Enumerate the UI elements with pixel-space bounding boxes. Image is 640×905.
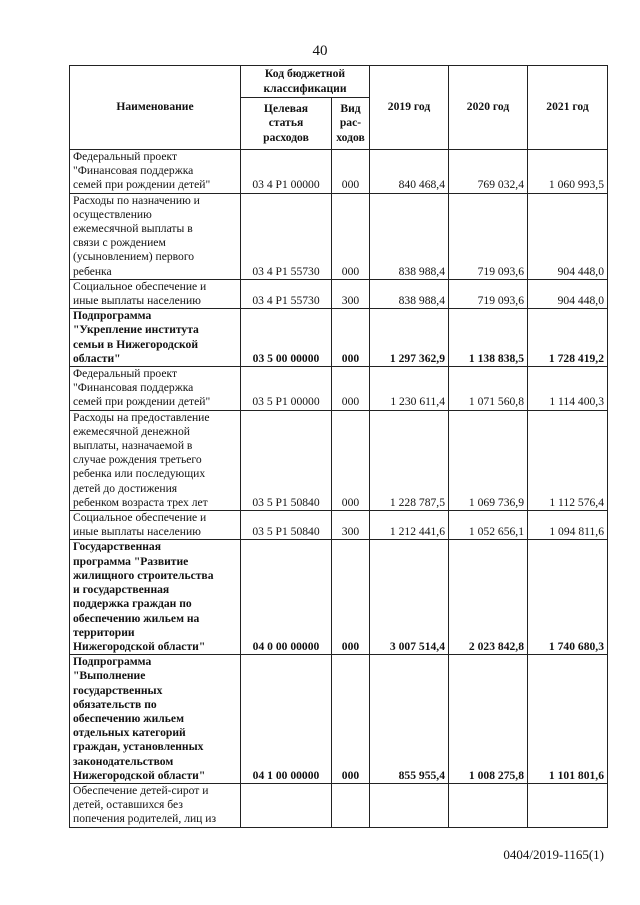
row-amount-2020: 1 052 656,1 — [449, 511, 528, 540]
row-name: Государственная программа "Развитие жилищного строительства и государственная поддержка граждан по обеспечению жильем на территории Нижегородской области" — [70, 540, 241, 655]
row-amount-2021: 1 101 801,6 — [528, 655, 608, 784]
row-amount-2021: 1 060 993,5 — [528, 150, 608, 194]
row-name: Федеральный проект "Финансовая поддержка семей при рождении детей" — [70, 150, 241, 194]
row-amount-2019: 838 988,4 — [370, 279, 449, 308]
row-amount-2020: 1 069 736,9 — [449, 410, 528, 510]
row-amount-2021: 1 728 419,2 — [528, 309, 608, 367]
table-row — [70, 511, 608, 540]
budget-table — [69, 65, 608, 828]
row-amount-2020: 1 138 838,5 — [449, 309, 528, 367]
row-amount-2019: 1 212 441,6 — [370, 511, 449, 540]
table-row — [70, 540, 608, 655]
row-expense-type: 000 — [332, 193, 370, 279]
row-expense-type: 300 — [332, 279, 370, 308]
row-amount-2021: 1 112 576,4 — [528, 410, 608, 510]
table-row — [70, 279, 608, 308]
row-amount-2021: 1 740 680,3 — [528, 540, 608, 655]
row-target-article: 03 4 P1 55730 — [241, 193, 332, 279]
row-expense-type: 000 — [332, 655, 370, 784]
row-amount-2021: 1 094 811,6 — [528, 511, 608, 540]
header-year-2019: 2019 год — [370, 66, 449, 150]
row-target-article: 03 4 P1 00000 — [241, 150, 332, 194]
row-expense-type: 000 — [332, 309, 370, 367]
row-name: Расходы по назначению и осуществлению ежемесячной выплаты в связи с рождением (усыновлением) первого ребенка — [70, 193, 241, 279]
header-name: Наименование — [70, 66, 241, 150]
document-code: 0404/2019-1165(1) — [503, 847, 604, 862]
header-budget-code: Код бюджетной классификации — [241, 66, 370, 98]
table-row — [70, 783, 608, 827]
row-name: Социальное обеспечение и иные выплаты населению — [70, 279, 241, 308]
row-amount-2021: 904 448,0 — [528, 279, 608, 308]
row-expense-type: 000 — [332, 150, 370, 194]
row-amount-2019: 840 468,4 — [370, 150, 449, 194]
row-target-article: 04 1 00 00000 — [241, 655, 332, 784]
row-name: Федеральный проект "Финансовая поддержка семей при рождении детей" — [70, 367, 241, 411]
row-target-article: 03 5 P1 50840 — [241, 410, 332, 510]
table-row — [70, 410, 608, 510]
table-row — [70, 309, 608, 367]
header-year-2020: 2020 год — [449, 66, 528, 150]
row-name: Обеспечение детей-сирот и детей, оставшихся без попечения родителей, лиц из — [70, 783, 241, 827]
row-name: Социальное обеспечение и иные выплаты населению — [70, 511, 241, 540]
page-number: 40 — [312, 43, 328, 59]
header-target-article: Целевая статья расходов — [241, 98, 332, 150]
row-amount-2019: 1 297 362,9 — [370, 309, 449, 367]
row-target-article: 03 5 P1 50840 — [241, 511, 332, 540]
table-row — [70, 193, 608, 279]
row-expense-type — [332, 783, 370, 827]
row-amount-2021 — [528, 783, 608, 827]
row-amount-2020: 1 008 275,8 — [449, 655, 528, 784]
table-row — [70, 655, 608, 784]
row-amount-2019: 1 228 787,5 — [370, 410, 449, 510]
table-row — [70, 150, 608, 194]
row-name: Подпрограмма "Укрепление института семьи в Нижегородской области" — [70, 309, 241, 367]
row-amount-2020 — [449, 783, 528, 827]
row-target-article: 03 5 00 00000 — [241, 309, 332, 367]
header-expense-type: Вид рас- ходов — [332, 98, 370, 150]
row-expense-type: 000 — [332, 540, 370, 655]
row-target-article: 03 5 P1 00000 — [241, 367, 332, 411]
row-amount-2019: 838 988,4 — [370, 193, 449, 279]
table-row — [70, 367, 608, 411]
row-amount-2020: 1 071 560,8 — [449, 367, 528, 411]
row-expense-type: 000 — [332, 410, 370, 510]
row-amount-2020: 719 093,6 — [449, 193, 528, 279]
row-name: Расходы на предоставление ежемесячной денежной выплаты, назначаемой в случае рождения третьего ребенка или последующих детей до достижения ребенком возраста трех лет — [70, 410, 241, 510]
row-target-article: 03 4 P1 55730 — [241, 279, 332, 308]
header-year-2021: 2021 год — [528, 66, 608, 150]
row-amount-2021: 904 448,0 — [528, 193, 608, 279]
row-amount-2019: 3 007 514,4 — [370, 540, 449, 655]
row-amount-2019 — [370, 783, 449, 827]
row-amount-2021: 1 114 400,3 — [528, 367, 608, 411]
row-expense-type: 300 — [332, 511, 370, 540]
row-amount-2020: 2 023 842,8 — [449, 540, 528, 655]
row-amount-2020: 769 032,4 — [449, 150, 528, 194]
row-expense-type: 000 — [332, 367, 370, 411]
row-target-article — [241, 783, 332, 827]
row-name: Подпрограмма "Выполнение государственных обязательств по обеспечению жильем отдельных категорий граждан, установленных законодательством Нижегородской области" — [70, 655, 241, 784]
row-target-article: 04 0 00 00000 — [241, 540, 332, 655]
row-amount-2019: 855 955,4 — [370, 655, 449, 784]
table-body — [70, 150, 608, 828]
row-amount-2020: 719 093,6 — [449, 279, 528, 308]
row-amount-2019: 1 230 611,4 — [370, 367, 449, 411]
